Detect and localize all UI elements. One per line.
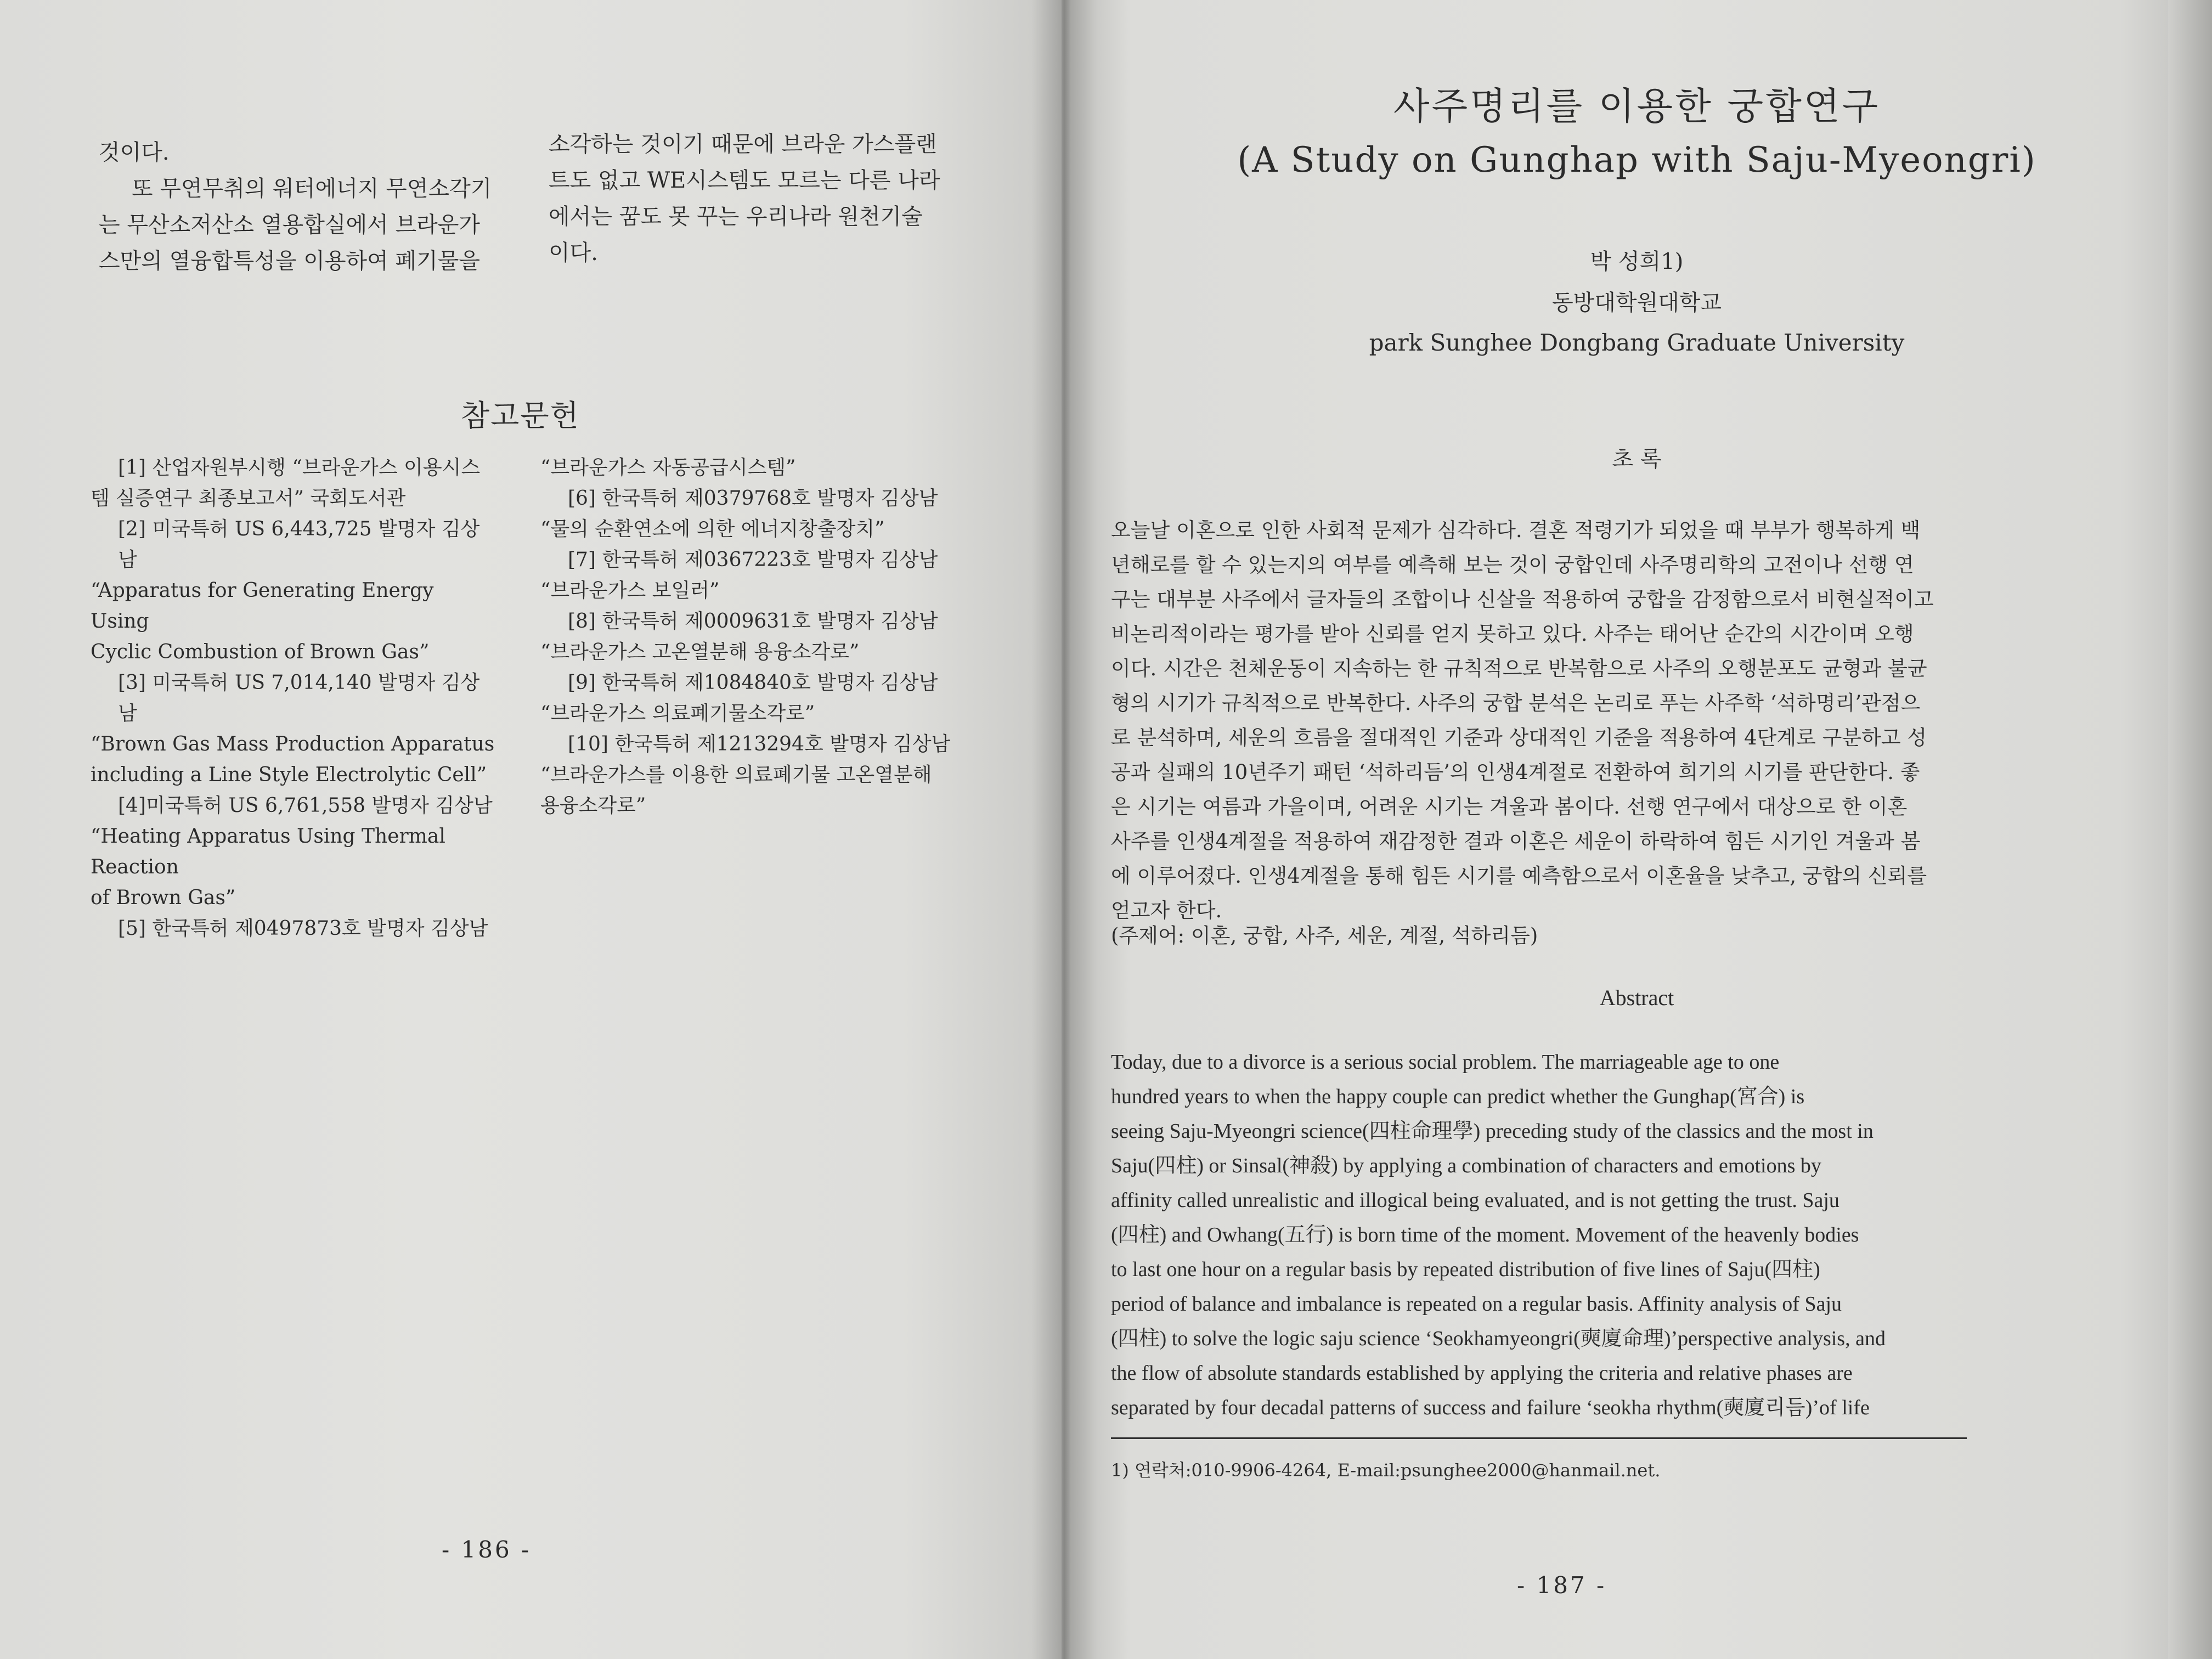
- reference-line: “브라운가스 의료폐기물소각로”: [540, 702, 815, 725]
- page-edge: [2168, 0, 2212, 1659]
- reference-line: “브라운가스 고온열분해 용융소각로”: [540, 641, 860, 663]
- reference-line: [4]미국특허 US 6,761,558 발명자 김상남: [118, 794, 493, 817]
- body-line: 소각하는 것이기 때문에 브라운 가스플랜: [549, 132, 937, 157]
- abstract-english-heading: Abstract: [1599, 985, 1674, 1010]
- references-heading: 참고문헌: [461, 398, 580, 433]
- footnote-divider: [1111, 1437, 1967, 1439]
- reference-line: “브라운가스 보일러”: [540, 579, 720, 602]
- abstract-line: to last one hour on a regular basis by repeated distribution of five lines of Saju(四柱): [1111, 1258, 1820, 1281]
- abstract-line: hundred years to when the happy couple can predict whether the Gunghap(宮合) is: [1111, 1085, 1805, 1108]
- abstract-korean-body: [1111, 513, 1967, 928]
- abstract-line: 사주를 인생4계절을 적용하여 재감정한 결과 이혼은 세운이 하락하여 힘든 시기인 겨울과 봄: [1111, 830, 1921, 853]
- abstract-line: seeing Saju-Myeongri science(四柱命理學) preceding study of the classics and the most in: [1111, 1120, 1874, 1143]
- abstract-line: 비논리적이라는 평가를 받아 신뢰를 얻지 못하고 있다. 사주는 태어난 순간의 시간이며 오행: [1111, 622, 1914, 646]
- reference-line: “Apparatus for Generating Energy Using: [91, 579, 434, 633]
- abstract-line: 오늘날 이혼으로 인한 사회적 문제가 심각하다. 결혼 적령기가 되었을 때 부부가 행복하게 백: [1111, 518, 1921, 542]
- abstract-line: 에 이루어졌다. 인생4계절을 통해 힘든 시기를 예측함으로서 이혼율을 낮추고, 궁합의 신뢰를: [1111, 864, 1927, 888]
- paper-title-korean: 사주명리를 이용한 궁합연구: [1393, 85, 1881, 128]
- references-column-1: [91, 453, 496, 944]
- abstract-english-body: [1111, 1045, 1967, 1425]
- abstract-line: 은 시기는 여름과 가을이며, 어려운 시기는 겨울과 봄이다. 선행 연구에서 대상으로 한 이혼: [1111, 795, 1908, 819]
- keywords: (주제어: 이혼, 궁합, 사주, 세운, 계절, 석하리듬): [1111, 924, 1538, 947]
- paper-title-english: (A Study on Gunghap with Saju-Myeongri): [1237, 140, 2036, 180]
- abstract-line: 년해로를 할 수 있는지의 여부를 예측해 보는 것이 궁합인데 사주명리학의 고전이나 선행 연: [1111, 553, 1914, 577]
- page-number-left: - 186 -: [442, 1536, 532, 1563]
- abstract-line: 형의 시기가 규칙적으로 반복한다. 사주의 궁합 분석은 논리로 푸는 사주학 ‘석하명리’관점으: [1111, 691, 1921, 715]
- reference-line: of Brown Gas”: [91, 887, 236, 909]
- body-line: 트도 없고 WE시스템도 모르는 다른 나라: [549, 168, 940, 193]
- abstract-line: separated by four decadal patterns of success and failure ‘seokha rhythm(奭廈리듬)’of life: [1111, 1396, 1870, 1419]
- references-column-2: [540, 453, 968, 821]
- reference-line: 템 실증연구 최종보고서” 국회도서관: [91, 487, 406, 510]
- reference-line: [1] 산업자원부시행 “브라운가스 이용시스: [118, 456, 481, 479]
- reference-line: 용융소각로”: [540, 794, 646, 817]
- reference-line: including a Line Style Electrolytic Cell”: [91, 764, 487, 786]
- reference-line: [8] 한국특허 제0009631호 발명자 김상남: [568, 610, 938, 633]
- reference-line: [6] 한국특허 제0379768호 발명자 김상남: [568, 487, 938, 510]
- abstract-line: (四柱) and Owhang(五行) is born time of the moment. Movement of the heavenly bodies: [1111, 1223, 1859, 1246]
- reference-line: “브라운가스를 이용한 의료폐기물 고온열분해: [540, 764, 932, 786]
- book-gutter: [1031, 0, 1097, 1659]
- reference-line: [3] 미국특허 US 7,014,140 발명자 김상남: [118, 672, 480, 725]
- abstract-line: the flow of absolute standards established by applying the criteria and relative phases are: [1111, 1362, 1853, 1385]
- reference-line: [2] 미국특허 US 6,443,725 발명자 김상남: [118, 518, 480, 571]
- reference-line: [7] 한국특허 제0367223호 발명자 김상남: [568, 549, 938, 571]
- reference-line: [9] 한국특허 제1084840호 발명자 김상남: [568, 672, 938, 694]
- affiliation-korean: 동방대학원대학교: [1551, 290, 1722, 315]
- body-line: 또 무연무취의 워터에너지 무연소각기: [132, 176, 492, 201]
- abstract-line: 공과 실패의 10년주기 패턴 ‘석하리듬’의 인생4계절로 전환하여 희기의 시기를 판단한다. 좋: [1111, 760, 1920, 784]
- abstract-line: Saju(四柱) or Sinsal(神殺) by applying a combination of characters and emotions by: [1111, 1154, 1821, 1177]
- reference-line: [5] 한국특허 제0497873호 발명자 김상남: [118, 917, 488, 940]
- reference-line: “Brown Gas Mass Production Apparatus: [91, 733, 495, 755]
- right-page: [1062, 0, 2212, 1659]
- abstract-line: 얻고자 한다.: [1111, 899, 1222, 922]
- left-page: [0, 0, 1062, 1659]
- left-body-column-1: [99, 134, 499, 279]
- reference-line: Cyclic Combustion of Brown Gas”: [91, 641, 430, 663]
- body-line: 에서는 꿈도 못 꾸는 우리나라 원천기술: [549, 204, 923, 229]
- abstract-korean-heading: 초 록: [1612, 447, 1662, 472]
- body-line: 는 무산소저산소 열용합실에서 브라운가: [99, 212, 481, 238]
- page-number-right: - 187 -: [1517, 1572, 1607, 1599]
- author-affiliation-english: park Sunghee Dongbang Graduate University: [1369, 329, 1905, 356]
- left-body-column-2: [549, 126, 971, 271]
- abstract-line: (四柱) to solve the logic saju science ‘Seokhamyeongri(奭廈命理)’perspective analysis, and: [1111, 1327, 1886, 1350]
- reference-line: “Heating Apparatus Using Thermal Reaction: [91, 825, 445, 878]
- abstract-line: 로 분석하며, 세운의 흐름을 절대적인 기준과 상대적인 기준을 적용하여 4단계로 구분하고 성: [1111, 726, 1927, 749]
- abstract-line: Today, due to a divorce is a serious social problem. The marriageable age to one: [1111, 1051, 1780, 1074]
- reference-line: [10] 한국특허 제1213294호 발명자 김상남: [568, 733, 951, 755]
- author-name-korean: 박 성희1): [1590, 249, 1684, 274]
- abstract-line: period of balance and imbalance is repeated on a regular basis. Affinity analysis of Saju: [1111, 1293, 1842, 1316]
- abstract-line: 이다. 시간은 천체운동이 지속하는 한 규칙적으로 반복함으로 사주의 오행분포도 균형과 불균: [1111, 657, 1927, 680]
- body-line: 스만의 열융합특성을 이용하여 폐기물을: [99, 249, 481, 274]
- abstract-line: 구는 대부분 사주에서 글자들의 조합이나 신살을 적용하여 궁합을 감정함으로서 비현실적이고: [1111, 588, 1934, 611]
- reference-line: “브라운가스 자동공급시스템”: [540, 456, 796, 479]
- reference-line: “물의 순환연소에 의한 에너지창출장치”: [540, 518, 885, 540]
- footnote: 1) 연락처:010-9906-4264, E-mail:psunghee2000@hanmail.net.: [1111, 1460, 1661, 1481]
- abstract-line: affinity called unrealistic and illogical being evaluated, and is not getting the trust. Saju: [1111, 1189, 1839, 1212]
- body-line: 것이다.: [99, 140, 170, 165]
- body-line: 이다.: [549, 240, 598, 266]
